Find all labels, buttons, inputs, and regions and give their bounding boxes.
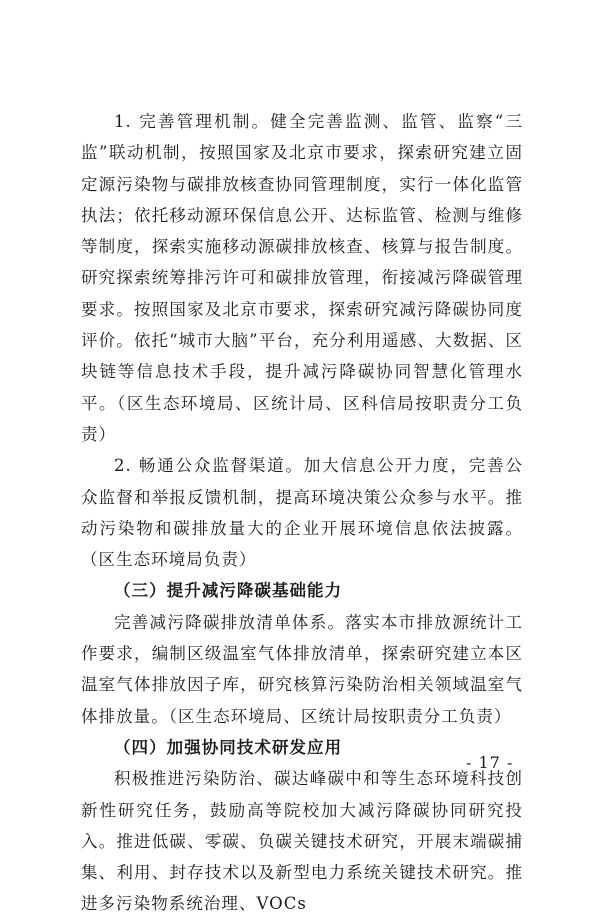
document-body xyxy=(81,106,523,920)
paragraph-public-supervision-channel: 2. 畅通公众监督渠道。加大信息公开力度，完善公众监督和举报反馈机制，提高环境决策公众参与水平。推动污染物和碳排放量大的企业开展环境信息依法披露。（区生态环境局负责） xyxy=(81,456,523,570)
paragraph-improve-management-mechanism: 1. 完善管理机制。健全完善监测、监管、监察“三监”联动机制，按照国家及北京市要求，探索研究建立固定源污染物与碳排放核查协同管理制度，实行一体化监管执法；依托移动源环保信息公开、达标监管、检测与维修等制度，探索实施移动源碳排放核查、核算与报告制度。研究探索统筹排污许可和碳排放管理，衔接减污降碳管理要求。按照国家及北京市要求，探索研究减污降碳协同度评价。依托“城市大脑”平台，充分利用遥感、大数据、区块链等信息技术手段，提升减污降碳协同智慧化管理水平。（区生态环境局、区统计局、区科信局按职责分工负责） xyxy=(81,112,523,444)
section-heading-technology-rd: （四）加强协同技术研发应用 xyxy=(114,737,343,757)
paragraph-emission-inventory-system: 完善减污降碳排放清单体系。落实本市排放源统计工作要求，编制区级温室气体排放清单，探索研究建立本区温室气体排放因子库，研究核算污染防治相关领域温室气体排放量。（区生态环境局、区统计局按职责分工负责） xyxy=(81,612,523,726)
page-number: - 17 - xyxy=(466,753,514,772)
section-heading-basic-capacity: （三）提升减污降碳基础能力 xyxy=(114,581,343,601)
paragraph-technology-research: 积极推进污染防治、碳达峰碳中和等生态环境科技创新性研究任务，鼓励高等院校加大减污降碳协同研究投入。推进低碳、零碳、负碳关键技术研究，开展末端碳捕集、利用、封存技术以及新型电力系统关键技术研究。推进多污染物系统治理、VOCs xyxy=(81,769,523,914)
